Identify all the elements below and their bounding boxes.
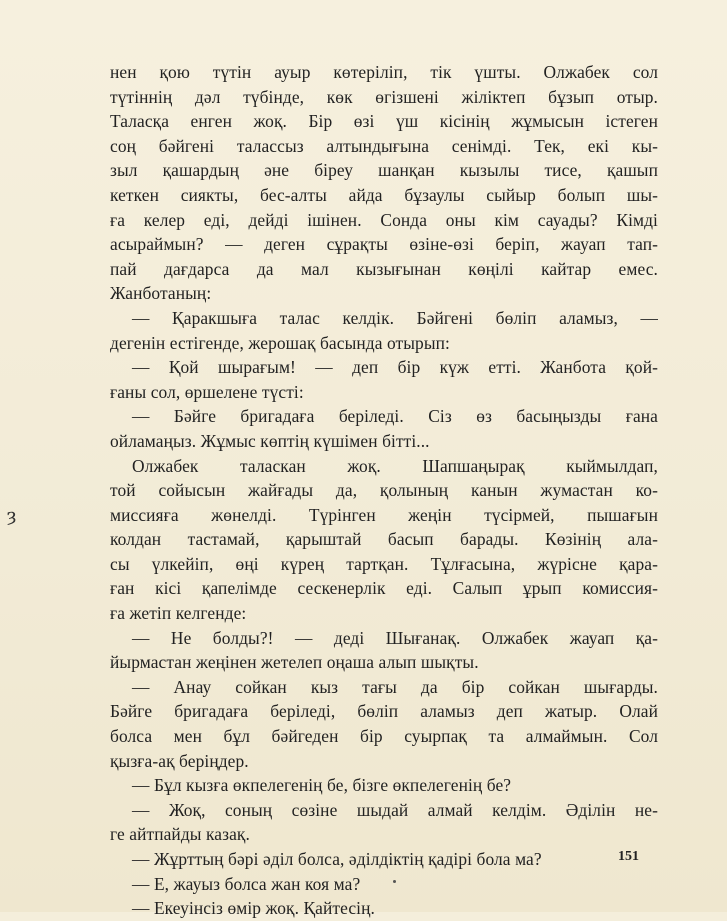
text-line: ге айтпайды казақ. <box>110 824 250 845</box>
text-line: ған кісі қапелімде сескенерлік еді. Салып ұрып комиссия- <box>110 578 658 599</box>
margin-mark: ȝ <box>7 505 17 526</box>
text-line: йырмастан жеңінен жетелеп оңаша алып шықты. <box>110 652 479 673</box>
text-line: Олжабек таласкан жоқ. Шапшаңырақ кыймылдап, <box>132 455 658 476</box>
text-line: — Қаракшыға талас келдік. Бәйгені бөліп аламыз, — <box>132 307 658 328</box>
text-line: — Не болды?! — деді Шығанақ. Олжабек жауап қа- <box>132 627 658 648</box>
text-line: түтіннің дәл түбінде, көк өгізшені жіліктеп бұзып отыр. <box>110 86 658 107</box>
text-line: соң бәйгені талассыз алтындығына сенімді. Тек, екі кы- <box>110 135 658 156</box>
text-line: сы үлкейіп, өңі күрең тартқан. Тұлғасына, жүрісне қара- <box>110 553 658 574</box>
text-line: — Бәйге бригадаға беріледі. Сіз өз басыңызды ғана <box>132 406 658 427</box>
text-line: нен қою түтін ауыр көтеріліп, тік үшты. Олжабек сол <box>110 62 658 82</box>
text-line: Бәйге бригадаға беріледі, бөліп аламыз деп жатыр. Олай <box>110 701 658 722</box>
page-body-text <box>110 60 658 921</box>
text-line: дегенін естігенде, жерошақ басында отырып: <box>110 332 450 353</box>
text-line: ғаны сол, өршелене түсті: <box>110 381 304 402</box>
text-line: — Қой шырағым! — деп бір күж етті. Жанбота қой- <box>132 357 658 378</box>
text-line: ға жетіп келгенде: <box>110 603 247 624</box>
text-line: той сойысын жайғады да, қолының канын жумастан ко- <box>110 480 658 501</box>
text-line: ға келер еді, дейді ішінен. Сонда оны кім сауады? Кімді <box>110 209 658 230</box>
text-line: Таласқа енген жоқ. Бір өзі үш кісінің жұмысын істеген <box>110 111 658 132</box>
text-line: болса мен бұл бәйгеден бір суырпақ та алмаймын. Сол <box>110 726 658 747</box>
text-line: — Екеуінсіз өмір жоқ. Қайтесің. <box>132 898 375 919</box>
text-line: Жанботаның: <box>110 283 212 304</box>
text-line: — Бұл кызға өкпелегенің бе, бізге өкпелегенің бе? <box>132 775 512 796</box>
text-line: зыл қашардың әне біреу шанқан кызылы тисе, қашып <box>110 160 658 181</box>
text-line: — Жоқ, соның сөзіне шыдай алмай келдім. Әділін не- <box>132 799 658 820</box>
text-line: миссияға жөнелді. Түрінген жеңін түсірмей, пышағын <box>110 504 658 525</box>
page-number: 151 <box>618 849 639 864</box>
text-line: қызға-ақ беріңдер. <box>110 750 249 771</box>
text-line: колдан тастамай, қарыштай басып барады. Көзінің ала- <box>110 529 658 550</box>
text-line: кеткен сиякты, бес-алты айда бұзаулы сыйыр болып шы- <box>110 184 658 205</box>
text-line: ойламаңыз. Жұмыс көптің күшімен бітті... <box>110 430 430 451</box>
text-line: — Жұрттың бәрі әділ болса, әділдіктің қадірі бола ма? <box>132 849 542 869</box>
text-line: асыраймын? — деген сұрақты өзіне-өзі беріп, жауап тап- <box>110 234 658 255</box>
text-line: пай дағдарса да мал кызығынан көңілі кайтар емес. <box>110 258 658 279</box>
text-line: — Е, жауыз болса жан коя ма? <box>132 873 361 894</box>
print-speck <box>393 880 396 883</box>
text-line: — Анау сойкан кыз тағы да бір сойкан шығарды. <box>132 676 658 697</box>
